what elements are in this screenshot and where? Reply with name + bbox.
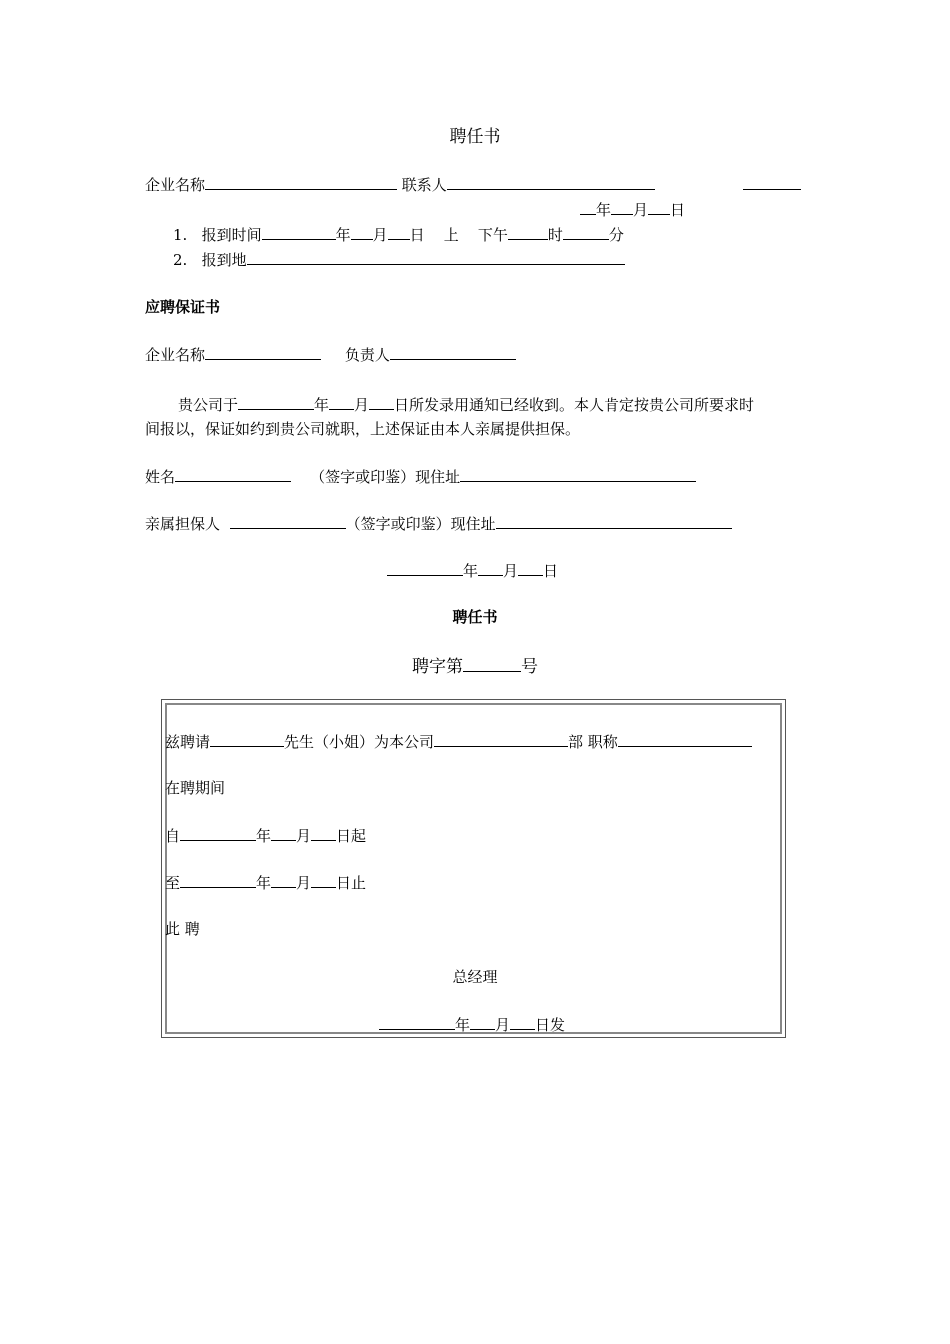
report-day-blank	[388, 224, 410, 240]
month-label: 月	[296, 827, 312, 845]
minute-label: 分	[608, 226, 624, 244]
appoint-text: 先生（小姐）为本公司	[284, 733, 435, 751]
number-prefix: 聘字第	[412, 657, 463, 677]
issue-day-blank	[510, 1014, 535, 1030]
hour-blank	[508, 224, 548, 240]
guarantee-paragraph-line2: 间报以，保证如约到贵公司就职，上述保证由本人亲属提供担保。	[145, 420, 581, 438]
report-year-blank	[262, 224, 336, 240]
responsible-blank	[390, 344, 516, 360]
relative-guarantor-line	[145, 513, 732, 534]
day-label: 日	[670, 201, 686, 219]
day-label: 日	[409, 226, 425, 244]
name-label: 姓名	[145, 468, 176, 486]
period-label: 在聘期间	[165, 779, 226, 797]
sign-address-label: （签字或印鉴）现住址	[310, 468, 461, 486]
end-label: 日止	[336, 874, 367, 892]
appointment-number-line	[0, 654, 950, 677]
year-label: 年	[314, 396, 330, 414]
to-day-blank	[311, 872, 336, 888]
applicant-line	[145, 466, 696, 487]
list-number: 1.	[173, 226, 188, 244]
relative-label: 亲属担保人	[145, 515, 221, 533]
year-label: 年	[256, 827, 272, 845]
appointment-title: 聘任书	[452, 608, 498, 626]
year-label: 年	[596, 201, 612, 219]
report-place-blank	[247, 249, 625, 265]
issue-year-blank	[379, 1014, 455, 1030]
date-line	[580, 199, 685, 220]
from-year-blank	[180, 825, 256, 841]
pm-label: 下午	[477, 226, 508, 244]
year-blank	[580, 199, 596, 215]
notice-month-blank	[329, 394, 354, 410]
report-time-item	[173, 224, 624, 245]
from-label: 自	[165, 827, 181, 845]
to-date-line	[165, 872, 366, 893]
appoint-line	[165, 731, 752, 752]
notice-year-blank	[238, 394, 314, 410]
year-label: 年	[463, 562, 479, 580]
report-place-item	[173, 249, 625, 270]
company-label: 企业名称	[145, 176, 206, 194]
extra-blank	[743, 174, 801, 190]
report-time-label: 报到时间	[201, 226, 262, 244]
month-label: 月	[495, 1016, 511, 1034]
guarantee-date-line	[387, 560, 558, 581]
from-date-line	[165, 825, 366, 846]
name-blank	[175, 466, 291, 482]
hour-label: 时	[547, 226, 563, 244]
relative-blank	[230, 513, 346, 529]
general-manager-label: 总经理	[452, 968, 498, 986]
year-label: 年	[455, 1016, 471, 1034]
from-day-blank	[311, 825, 336, 841]
to-label: 至	[165, 874, 181, 892]
relative-address-blank	[496, 513, 732, 529]
company-blank	[205, 174, 397, 190]
day-blank	[648, 199, 670, 215]
year-blank	[387, 560, 463, 576]
month-blank	[611, 199, 633, 215]
department-blank	[434, 731, 568, 747]
list-number: 2.	[173, 251, 188, 269]
number-suffix: 号	[521, 657, 538, 677]
person-blank	[210, 731, 284, 747]
issue-label: 日发	[535, 1016, 566, 1034]
start-label: 日起	[336, 827, 367, 845]
guarantee-heading: 应聘保证书	[145, 298, 221, 316]
guarantee-company-line	[145, 344, 516, 365]
title-label: 部 职称	[568, 733, 618, 751]
am-label: 上	[443, 226, 459, 244]
from-month-blank	[271, 825, 296, 841]
issue-date-line	[379, 1014, 565, 1035]
position-blank	[618, 731, 752, 747]
year-label: 年	[335, 226, 351, 244]
month-label: 月	[503, 562, 519, 580]
company-label: 企业名称	[145, 346, 206, 364]
paragraph-text: 日所发录用通知已经收到。本人肯定按贵公司所要求时	[394, 396, 755, 414]
day-blank	[518, 560, 543, 576]
day-label: 日	[543, 562, 559, 580]
paragraph-text: 贵公司于	[178, 396, 239, 414]
guarantee-paragraph-line1	[178, 394, 754, 415]
notice-day-blank	[369, 394, 394, 410]
report-month-blank	[351, 224, 373, 240]
document-title: 聘任书	[449, 127, 501, 147]
issue-month-blank	[470, 1014, 495, 1030]
address-blank	[460, 466, 696, 482]
company-contact-line	[145, 174, 655, 195]
month-label: 月	[296, 874, 312, 892]
to-year-blank	[180, 872, 256, 888]
extra-blank-line	[743, 174, 801, 195]
contact-label: 联系人	[401, 176, 447, 194]
year-label: 年	[256, 874, 272, 892]
hereby-text: 此 聘	[165, 920, 200, 938]
report-place-label: 报到地	[201, 251, 247, 269]
month-label: 月	[372, 226, 388, 244]
minute-blank	[563, 224, 609, 240]
to-month-blank	[271, 872, 296, 888]
month-label: 月	[354, 396, 370, 414]
number-blank	[463, 654, 521, 672]
responsible-label: 负责人	[344, 346, 390, 364]
sign-address-label: （签字或印鉴）现住址	[345, 515, 496, 533]
month-blank	[478, 560, 503, 576]
contact-blank	[447, 174, 655, 190]
month-label: 月	[633, 201, 649, 219]
appoint-text: 兹聘请	[165, 733, 211, 751]
company-blank	[205, 344, 321, 360]
